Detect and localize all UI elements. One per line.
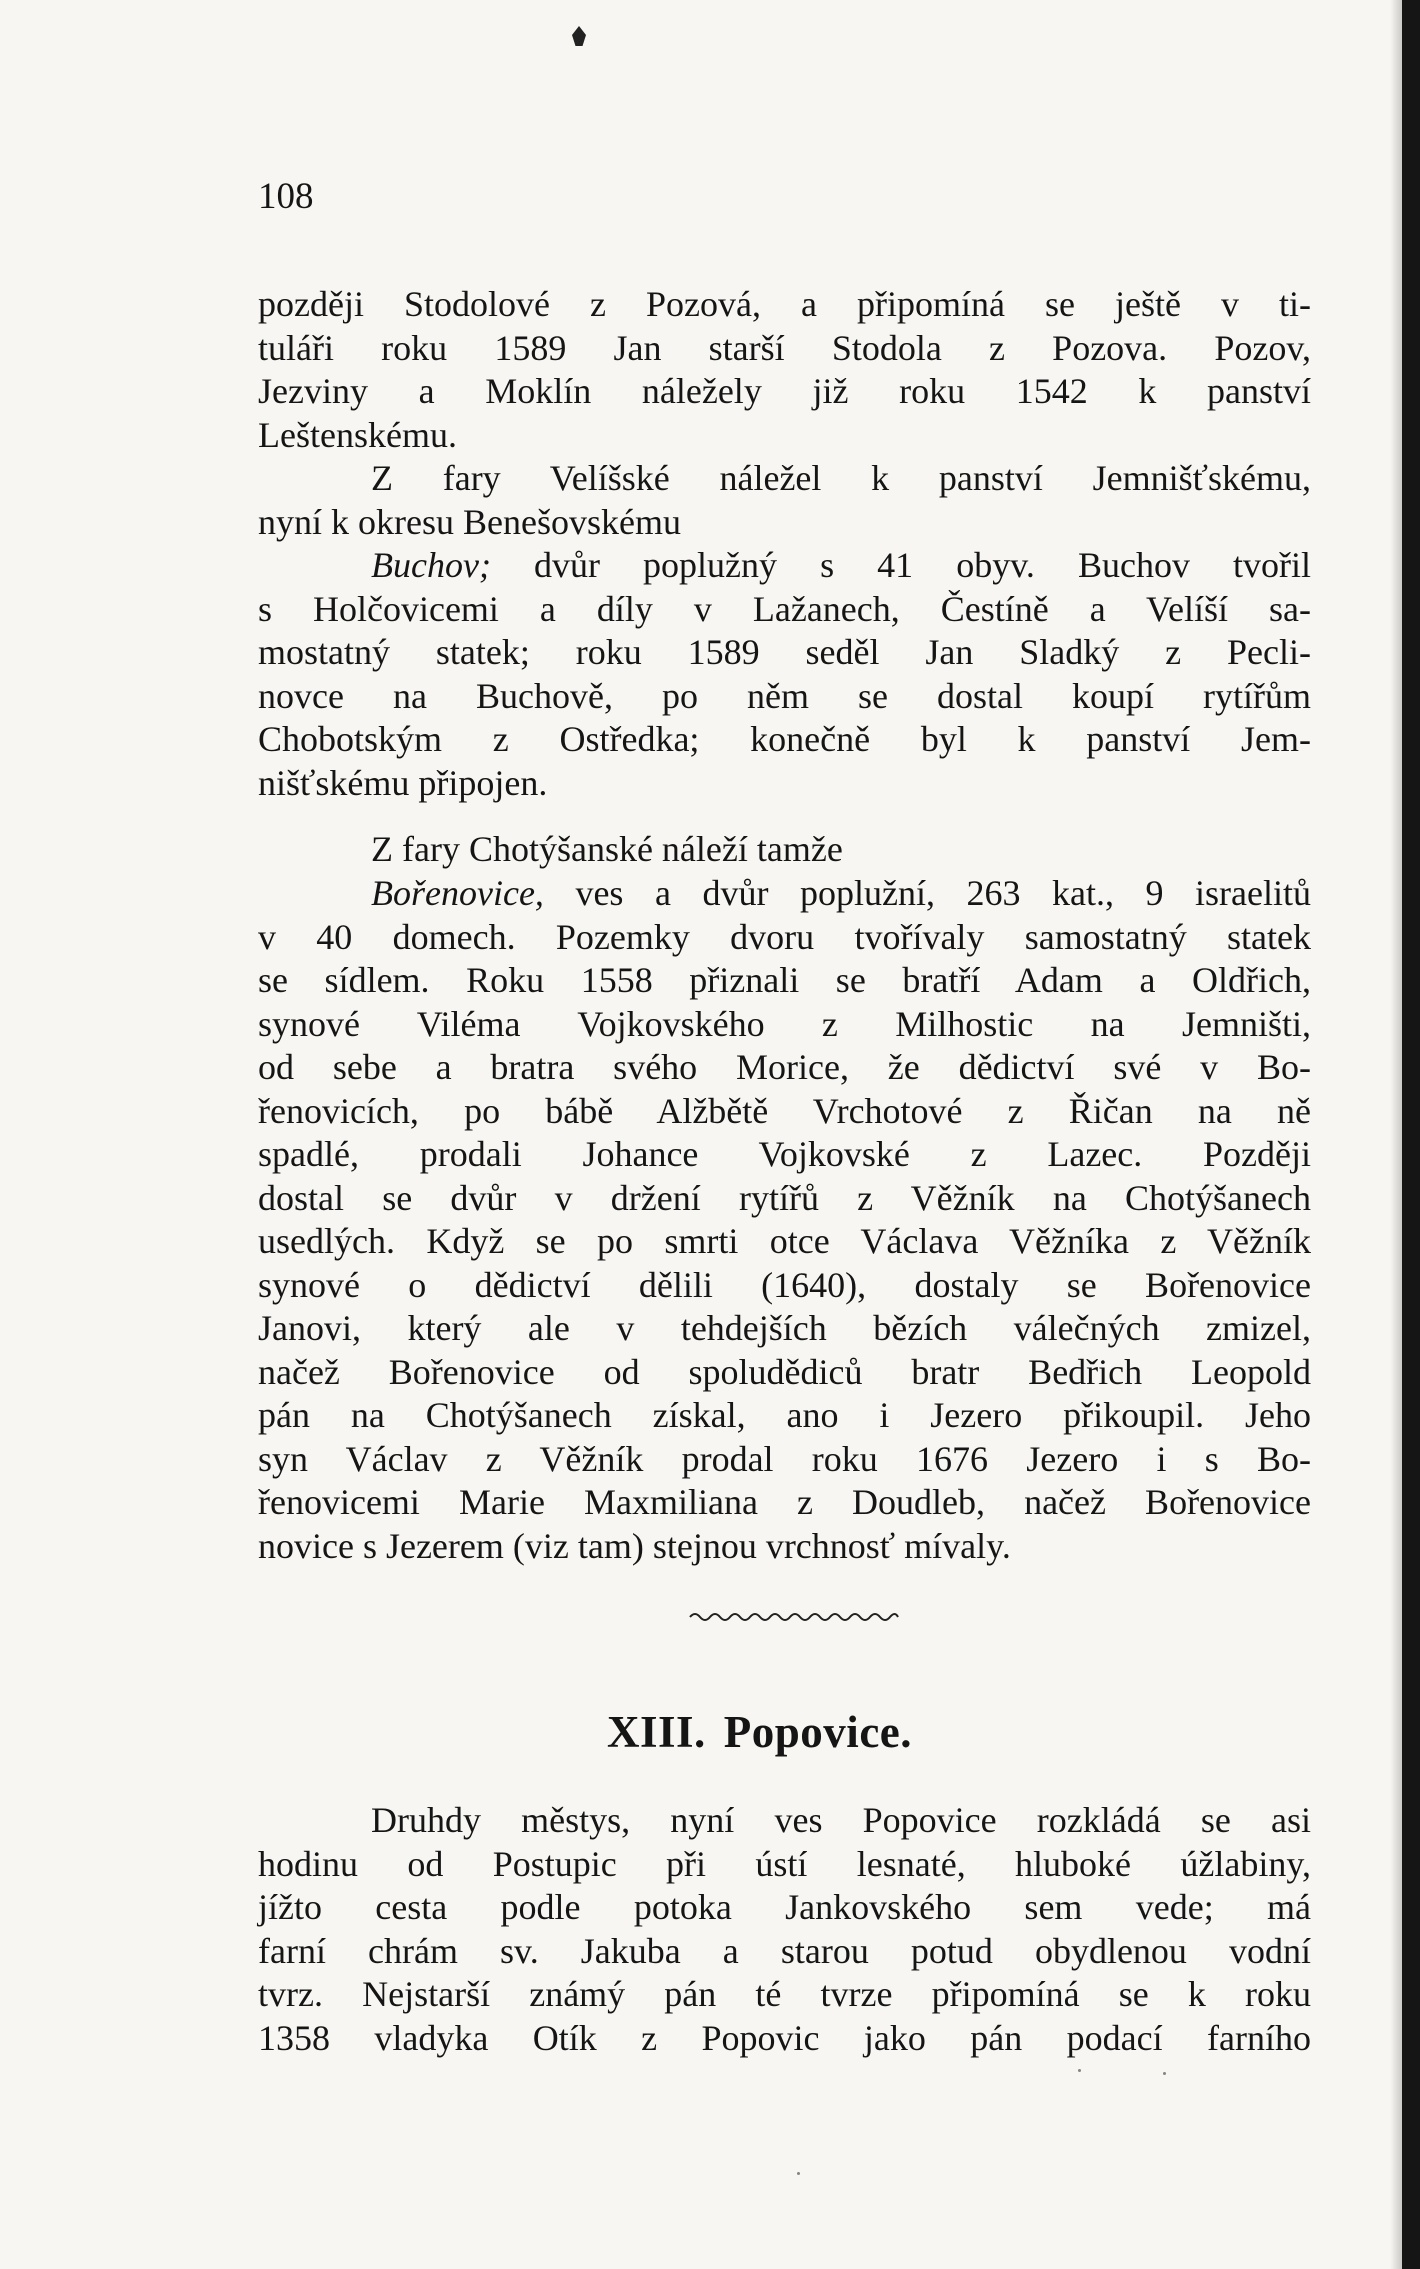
- paragraph-velis: [258, 457, 1311, 544]
- paper-speck: [1078, 2069, 1081, 2072]
- text-line: syn Václav z Věžník prodal roku 1676 Jezero i s Bo-: [258, 1438, 1311, 1479]
- text-line: Leštenskému.: [258, 414, 457, 455]
- text-line: dostal se dvůr v držení rytířů z Věžník na Chotýšanech: [258, 1177, 1311, 1218]
- text-line: novce na Buchově, po něm se dostal koupí rytířům: [258, 675, 1311, 716]
- text-line: farní chrám sv. Jakuba a starou potud obydlenou vodní: [258, 1930, 1311, 1971]
- text-line: usedlých. Když se po smrti otce Václava Věžníka z Věžník: [258, 1221, 1311, 1261]
- paper-speck: [1163, 2072, 1166, 2075]
- text-line: Janovi, který ale v tehdejších bězích válečných zmizel,: [258, 1308, 1311, 1348]
- text-line: spadlé, prodali Johance Vojkovské z Lazec. Později: [258, 1134, 1311, 1174]
- text-line: nyní k okresu Benešovskému: [258, 501, 681, 542]
- text-line: s Holčovicemi a díly v Lažanech, Čestíně a Velíší sa-: [258, 588, 1311, 629]
- page-edge: [1402, 0, 1420, 2269]
- text-line: [258, 544, 1311, 588]
- section-title: Popovice.: [723, 1707, 913, 1757]
- text-line: jížto cesta podle potoka Jankovského sem vede; má: [258, 1887, 1311, 1927]
- text-line: novice s Jezerem (viz tam) stejnou vrchnosť mívaly.: [258, 1525, 1011, 1566]
- text-line: tuláři roku 1589 Jan starší Stodola z Pozova. Pozov,: [258, 327, 1311, 368]
- text-line: synové Viléma Vojkovského z Milhostic na Jemništi,: [258, 1003, 1311, 1044]
- section-divider: [688, 1607, 900, 1627]
- section-heading: [607, 1704, 912, 1760]
- text-line: nišťskému připojen.: [258, 762, 548, 803]
- text-line: 1358 vladyka Otík z Popovic jako pán podací farního: [258, 2017, 1311, 2058]
- place-name: Buchov;: [371, 545, 491, 585]
- page-edge-shadow: [1390, 0, 1402, 2269]
- ink-mark: [572, 26, 586, 46]
- text-line: načež Bořenovice od spoludědiců bratr Bedřich Leopold: [258, 1351, 1311, 1392]
- text-line: synové o dědictví dělili (1640), dostaly se Bořenovice: [258, 1264, 1311, 1305]
- text-run: dvůr poplužný s 41 obyv. Buchov tvořil: [534, 545, 1311, 585]
- text-line: Chobotským z Ostředka; konečně byl k panství Jem-: [258, 719, 1311, 759]
- paragraph-buchov: [258, 544, 1311, 805]
- text-run: ves a dvůr poplužní, 263 kat., 9 israelitů: [575, 873, 1311, 913]
- text-line: hodinu od Postupic při ústí lesnaté, hluboké úžlabiny,: [258, 1843, 1311, 1884]
- text-line: se sídlem. Roku 1558 přiznali se bratří Adam a Oldřich,: [258, 960, 1311, 1000]
- text-line: v 40 domech. Pozemky dvoru tvořívaly samostatný statek: [258, 916, 1311, 957]
- section-numeral: XIII.: [607, 1707, 706, 1757]
- paper-speck: [797, 2172, 800, 2175]
- text-line: Jezviny a Moklín náležely již roku 1542 k panství: [258, 371, 1311, 411]
- text-line: od sebe a bratra svého Morice, že dědictví své v Bo-: [258, 1047, 1311, 1087]
- text-line: Druhdy městys, nyní ves Popovice rozkládá se asi: [371, 1800, 1311, 1840]
- text-line: řenovicemi Marie Maxmiliana z Doudleb, načež Bořenovice: [258, 1482, 1311, 1522]
- text-line: [258, 872, 1311, 916]
- text-line: pán na Chotýšanech získal, ano i Jezero přikoupil. Jeho: [258, 1395, 1311, 1435]
- text-line: Z fary Chotýšanské náleží tamže: [371, 829, 843, 869]
- text-line: Z fary Velíšské náležel k panství Jemnišťskému,: [371, 458, 1311, 498]
- paragraph-borenovice: [258, 872, 1311, 1568]
- paragraph-pozov: [258, 283, 1311, 457]
- text-line: tvrz. Nejstarší známý pán té tvrze připomíná se k roku: [258, 1974, 1311, 2014]
- paragraph-chotysany: [258, 828, 1311, 872]
- text-line: později Stodolové z Pozová, a připomíná se ještě v ti-: [258, 284, 1311, 324]
- place-name: Bořenovice,: [371, 873, 544, 913]
- paragraph-popovice: [258, 1799, 1311, 2060]
- text-line: řenovicích, po bábě Alžbětě Vrchotové z Řičan na ně: [258, 1090, 1311, 1131]
- text-line: mostatný statek; roku 1589 seděl Jan Sladký z Pecli-: [258, 632, 1311, 672]
- page-number: 108: [258, 176, 314, 217]
